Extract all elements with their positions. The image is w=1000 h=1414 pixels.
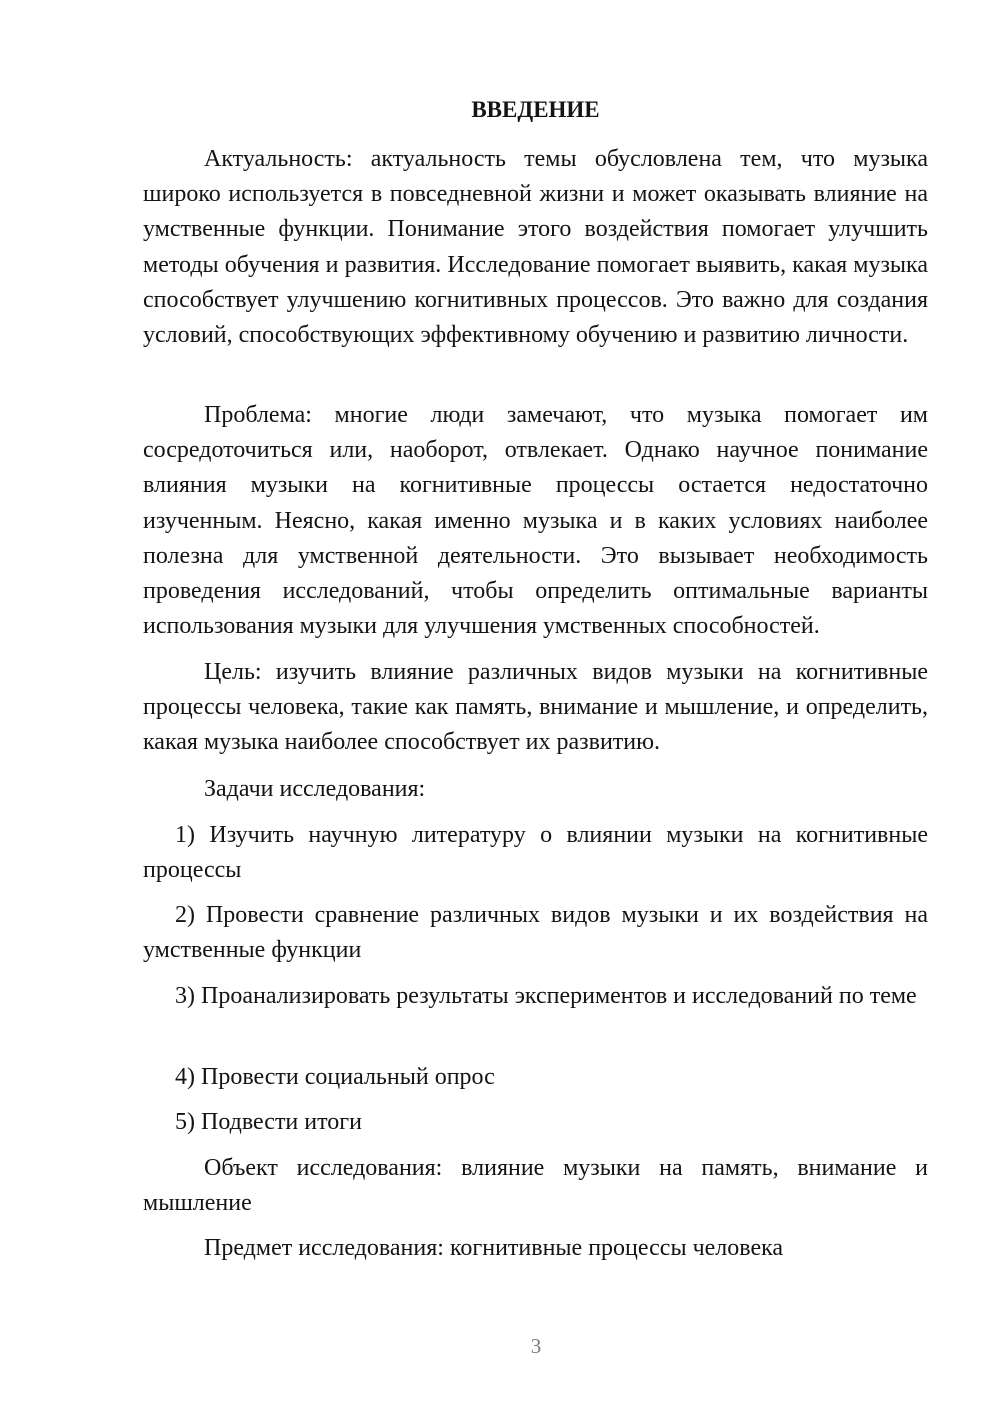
paragraph-goal: Цель: изучить влияние различных видов музыки на когнитивные процессы человека, такие как память, внимание и мышление, и определить, какая музыка наиболее способствует их развитию. xyxy=(143,659,928,756)
task-item-5: 5) Подвести итоги xyxy=(175,1109,362,1135)
page-title: ВВЕДЕНИЕ xyxy=(471,97,600,122)
paragraph-tasks-heading: Задачи исследования: xyxy=(204,776,426,802)
task-item-3: 3) Проанализировать результаты экспериментов и исследований по теме xyxy=(175,983,917,1009)
task-item-4: 4) Провести социальный опрос xyxy=(175,1064,495,1090)
task-item-2: 2) Провести сравнение различных видов музыки и их воздействия на умственные функции xyxy=(143,902,928,964)
paragraph-subject: Предмет исследования: когнитивные процессы человека xyxy=(204,1235,784,1261)
task-item-1: 1) Изучить научную литературу о влиянии музыки на когнитивные процессы xyxy=(143,822,928,884)
paragraph-relevance: Актуальность: актуальность темы обусловлена тем, что музыка широко используется в повседневной жизни и может оказывать влияние на умственные функции. Понимание этого воздействия помогает улучшить методы обучения и развития. Исследование помогает выявить, какая музыка способствует улучшению когнитивных процессов. Это важно для создания условий, способствующих эффективному обучению и развитию личности. xyxy=(143,146,928,349)
paragraph-object: Объект исследования: влияние музыки на память, внимание и мышление xyxy=(143,1155,928,1217)
page-number: 3 xyxy=(530,1334,542,1358)
paragraph-problem: Проблема: многие люди замечают, что музыка помогает им сосредоточиться или, наоборот, отвлекает. Однако научное понимание влияния музыки на когнитивные процессы остается недостаточно изученным. Неясно, какая именно музыка и в каких условиях наиболее полезна для умственной деятельности. Это вызывает необходимость проведения исследований, чтобы определить оптимальные варианты использования музыки для улучшения умственных способностей. xyxy=(143,402,928,640)
